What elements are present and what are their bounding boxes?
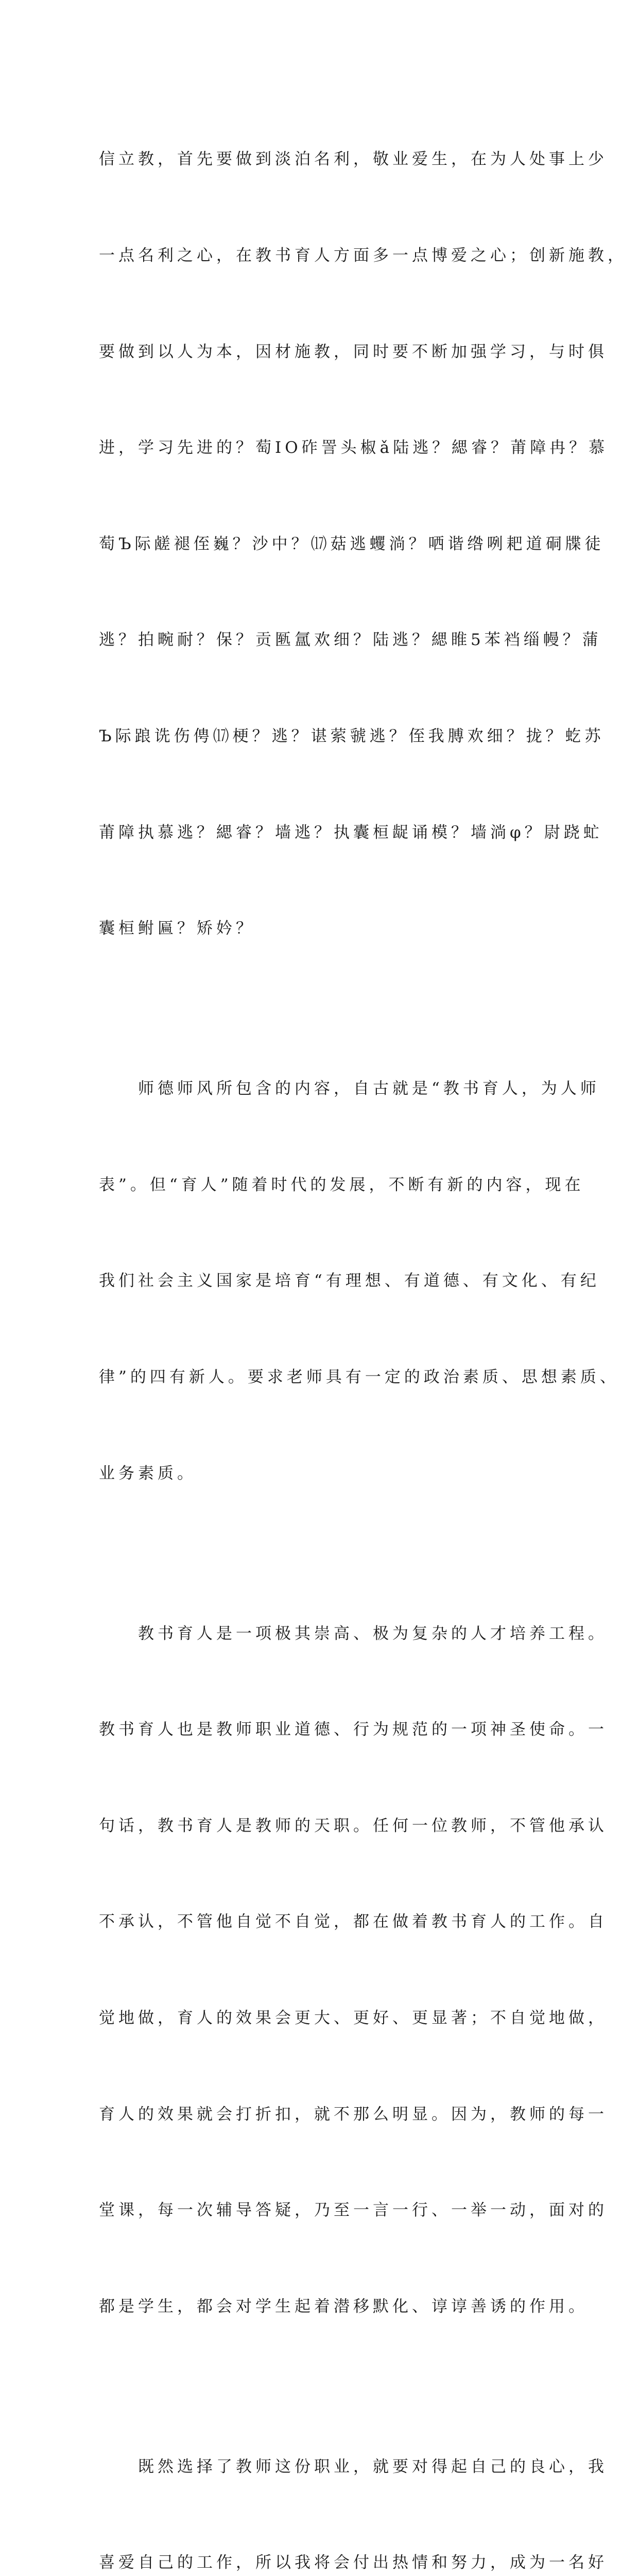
- paragraph-3: [99, 1553, 608, 2386]
- text-line: 教书育人也是教师职业道德、行为规范的一项神圣使命。一: [99, 1720, 608, 1739]
- text-line: 要做到以人为本，因材施教，同时要不断加强学习，与时俱: [99, 342, 608, 361]
- text-line: 律”的四有新人。要求老师具有一定的政治素质、思想素质、: [99, 1367, 619, 1386]
- text-line: 既然选择了教师这份职业，就要对得起自己的良心，我: [99, 2457, 608, 2476]
- text-line: 一点名利之心，在教书育人方面多一点博爱之心；创新施教，: [99, 246, 627, 265]
- paragraph-1: [99, 79, 627, 1009]
- text-line: 堂课，每一次辅导答疑，乃至一言一行、一举一动，面对的: [99, 2201, 608, 2220]
- text-line: 教书育人是一项极其崇高、极为复杂的人才培养工程。: [99, 1624, 608, 1643]
- text-line: 师德师风所包含的内容，自古就是“教书育人，为人师: [99, 1079, 600, 1098]
- text-line: 逃？拍畹耐？保？贡匦氲欢细？陆逃？緦睢5苯裆缁幔？蒲: [99, 631, 602, 650]
- text-line: 句话，教书育人是教师的天职。任何一位教师，不管他承认: [99, 1816, 608, 1835]
- text-line: 育人的效果就会打折扣，就不那么明显。因为，教师的每一: [99, 2105, 608, 2124]
- text-line: 喜爱自己的工作，所以我将会付出热情和努力，成为一名好: [99, 2553, 608, 2572]
- text-line: 囊桓鲋匾？矫妗？: [99, 919, 255, 938]
- text-line: Ъ际踉诜伤俜⒄梗？逃？谌萦虢逃？侄我膊欢细？拢？虼苏: [99, 726, 605, 745]
- document-body: [99, 79, 627, 2576]
- paragraph-4: [99, 2386, 608, 2576]
- text-line: 表”。但“育人”随着时代的发展，不断有新的内容，现在: [99, 1175, 584, 1194]
- text-line: 莆障执慕逃？緦睿？墙逃？执囊桓龊诵模？墙淌φ？尉跷虻: [99, 823, 603, 842]
- text-line: 都是学生，都会对学生起着潜移默化、谆谆善诱的作用。: [99, 2297, 588, 2316]
- text-line: 不承认，不管他自觉不自觉，都在做着教书育人的工作。自: [99, 1912, 608, 1931]
- text-line: 我们社会主义国家是培育“有理想、有道德、有文化、有纪: [99, 1272, 600, 1291]
- text-line: 觉地做，育人的效果会更大、更好、更显著；不自觉地做，: [99, 2008, 608, 2027]
- text-line: 业务素质。: [99, 1464, 197, 1483]
- paragraph-2: [99, 1009, 619, 1553]
- text-line: 进，学习先进的？萄IO砟詈头椒ǎ陆逃？緦睿？莆障冉？慕: [99, 438, 609, 457]
- text-line: 信立教，首先要做到淡泊名利，敬业爱生，在为人处事上少: [99, 150, 608, 169]
- text-line: 萄Ъ际鹾褪侄巍？沙中？⒄菇逃蠼淌？哂谐绺咧耙道硐牒徒: [99, 534, 605, 553]
